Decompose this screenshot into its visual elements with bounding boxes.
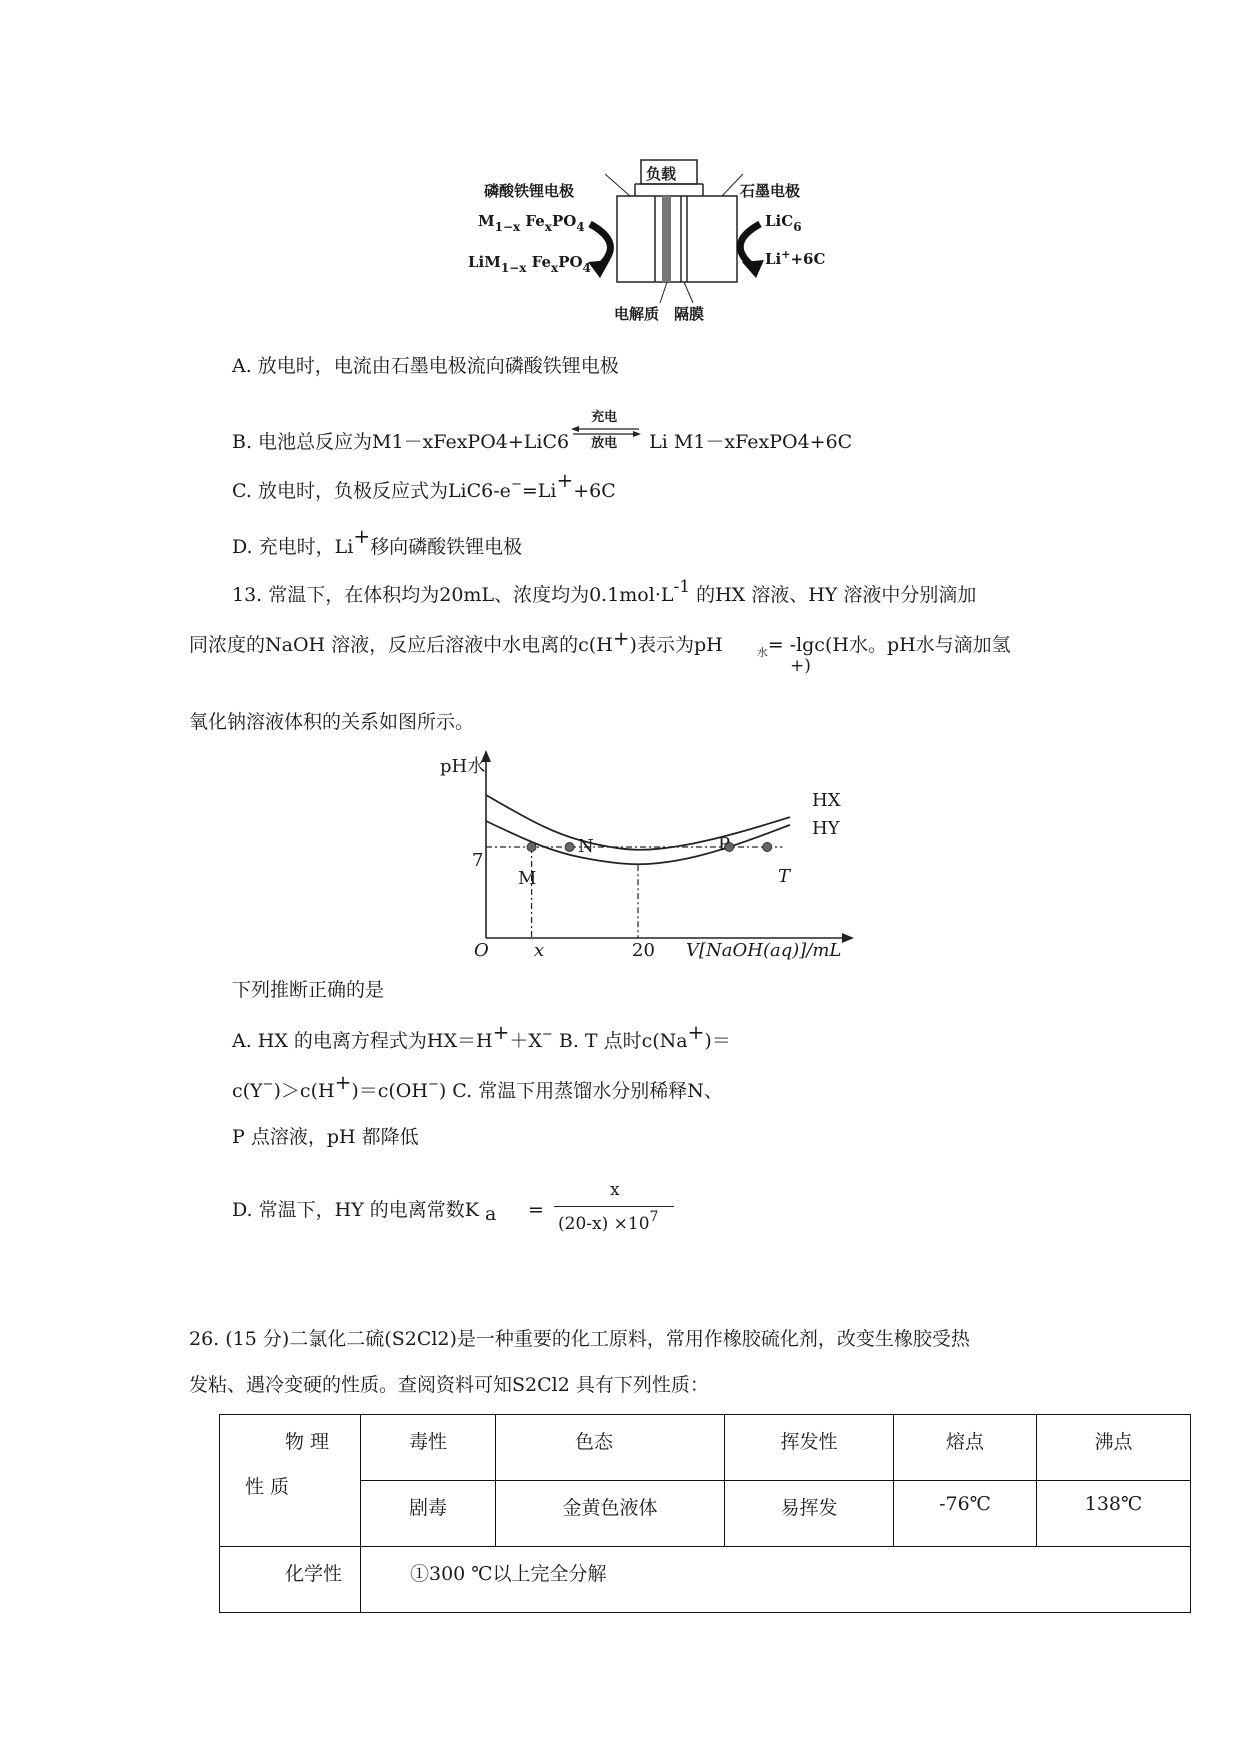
left-electrode-label: 磷酸铁锂电极: [484, 182, 575, 200]
load-label: 负载: [646, 165, 677, 183]
q13-stem-line1: 13. 常温下，在体积均为20mL、浓度均为0.1mol·L-1 的HX 溶液、HY 溶液中分别滴加: [232, 577, 977, 606]
q13-stem-line3: 氧化钠溶液体积的关系如图所示。: [189, 711, 475, 733]
value-appearance: 金黄色液体: [496, 1481, 725, 1547]
left-reactant: $M_{1-x}$ $Fe_xPO_4$: [478, 212, 585, 234]
q13-prompt: 下列推断正确的是: [232, 979, 385, 1001]
q13-stem-line2: 同浓度的NaOH 溶液，反应后溶液中水电离的c(H+)表示为pH $_水$= -lgc(H水。pH水与滴加氢: [189, 626, 1011, 659]
value-volatility: 易挥发: [725, 1481, 894, 1547]
point-label-p: P: [718, 834, 731, 855]
point-n: [565, 843, 574, 852]
point-label-n: N: [578, 836, 594, 857]
q26-stem-line2: 发粘、遇冷变硬的性质。查阅资料可知S2Cl2 具有下列性质：: [189, 1374, 709, 1396]
q13-option-d: D. 常温下，HY 的电离常数K a: [232, 1199, 497, 1225]
header-appearance: 色态: [496, 1415, 725, 1481]
header-volatility: 挥发性: [725, 1415, 894, 1481]
membrane-label: 隔膜: [674, 305, 705, 323]
q13-option-a-line2: c(Y−)＞c(H+)＝c(OH−) C. 常温下用蒸馏水分别稀释N、: [232, 1070, 723, 1102]
chemical-properties-header: 化学性: [220, 1547, 361, 1613]
chart-x-tick-20: 20: [632, 940, 655, 961]
q12-option-b: B. 电池总反应为M1－xFexPO4+LiC6 充电 放电 Li M1－xFexPO4+6C: [232, 410, 853, 453]
value-boiling-point: 138℃: [1037, 1481, 1191, 1547]
value-toxicity: 剧毒: [361, 1481, 496, 1547]
chart-origin-label: O: [474, 940, 489, 961]
right-reactant: LiC$_6$: [765, 212, 802, 234]
q12-option-d: D. 充电时，Li+移向磷酸铁锂电极: [232, 524, 523, 558]
ph-curve-chart: [436, 748, 856, 970]
value-melting-point: -76℃: [894, 1481, 1037, 1547]
q12-option-a: A. 放电时，电流由石墨电极流向磷酸铁锂电极: [232, 355, 619, 377]
chart-x-label: V[NaOH(aq)]/mL: [686, 940, 842, 961]
fraction-bar: [554, 1206, 674, 1207]
q13-option-a-line1: A. HX 的电离方程式为HX＝H+＋X− B. T 点时c(Na+)＝: [232, 1020, 731, 1052]
header-toxicity: 毒性: [361, 1415, 496, 1481]
q13-option-d-eq: =: [528, 1199, 544, 1221]
properties-table: [219, 1414, 1191, 1613]
header-melting-point: 熔点: [894, 1415, 1037, 1481]
right-electrode-label: 石墨电极: [740, 182, 801, 200]
q13-option-a-line3: P 点溶液，pH 都降低: [232, 1126, 419, 1148]
fraction-denominator: $(20-x) \times 10^7$: [558, 1209, 659, 1234]
header-boiling-point: 沸点: [1037, 1415, 1191, 1481]
point-t: [763, 843, 772, 852]
chemical-property-item: ①300 ℃以上完全分解: [361, 1547, 1191, 1613]
fraction-numerator: x: [610, 1180, 620, 1200]
series-label-hy: HY: [812, 818, 840, 839]
point-label-t: T: [778, 866, 791, 887]
q26-stem-line1: 26. (15 分)二氯化二硫(S2Cl2)是一种重要的化工原料，常用作橡胶硫化剂，改变生橡胶受热: [189, 1328, 970, 1350]
point-m: [527, 843, 536, 852]
chart-y-label: pH水: [440, 756, 486, 777]
left-product: LiM$_{1-x}$ $Fe_xPO_4$: [468, 253, 591, 275]
point-label-m: M: [518, 868, 537, 889]
series-label-hx: HX: [812, 790, 841, 811]
q12-option-c: C. 放电时，负极反应式为LiC6-e−=Li++6C: [232, 468, 616, 502]
x-axis-arrow: [842, 933, 854, 943]
right-product: Li++6C: [765, 248, 826, 268]
q13-stem-plus: +): [790, 656, 811, 676]
electrolyte-label: 电解质: [614, 305, 660, 323]
chart-x-tick-x: x: [534, 940, 545, 961]
chart-y-tick-7: 7: [472, 850, 484, 871]
equilibrium-arrow: 充电 放电: [569, 430, 643, 454]
physical-properties-header: 物 理 性 质: [220, 1415, 361, 1547]
